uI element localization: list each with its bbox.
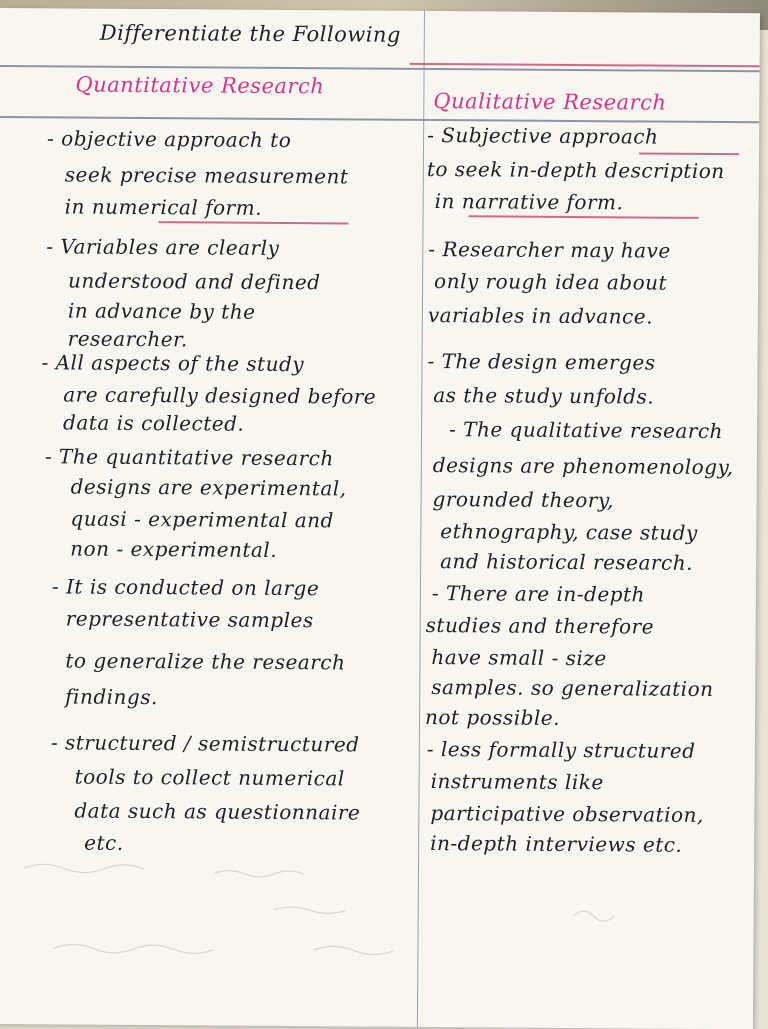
left-line-16: representative samples xyxy=(65,606,314,633)
left-line-8: - All aspects of the study xyxy=(41,350,305,377)
right-line-14: - There are in-depth xyxy=(431,581,646,607)
right-line-13: and historical research. xyxy=(440,549,694,575)
right-line-7: - The design emerges xyxy=(427,348,656,375)
right-line-4: - Researcher may have xyxy=(428,236,671,263)
red-header-line xyxy=(410,63,760,67)
header-qualitative: Qualitative Research xyxy=(433,89,667,115)
right-line-9: - The qualitative research xyxy=(448,417,724,444)
left-line-11: - The quantitative research xyxy=(44,444,334,471)
left-line-22: etc. xyxy=(84,830,124,855)
page-title: Differentiate the Following xyxy=(99,20,402,47)
left-line-20: tools to collect numerical xyxy=(74,764,345,791)
left-line-3: in numerical form. xyxy=(64,194,263,220)
underline-narrative-form xyxy=(469,215,699,218)
right-line-16: have small - size xyxy=(431,645,607,671)
notebook-page xyxy=(0,8,760,1029)
left-line-5: understood and defined xyxy=(68,268,321,295)
right-line-12: ethnography, case study xyxy=(440,519,698,545)
left-line-6: in advance by the xyxy=(67,298,256,324)
right-line-1: - Subjective approach xyxy=(427,122,659,149)
right-line-2: to seek in-depth description xyxy=(426,156,725,184)
right-line-22: in-depth interviews etc. xyxy=(430,831,683,857)
left-line-15: - It is conducted on large xyxy=(51,574,320,601)
right-line-17: samples. so generalization xyxy=(431,675,714,701)
left-line-18: findings. xyxy=(65,684,158,710)
left-line-19: - structured / semistructured xyxy=(50,730,360,757)
right-line-3: in narrative form. xyxy=(434,189,624,215)
left-line-9: are carefully designed before xyxy=(63,382,377,409)
left-line-12: designs are experimental, xyxy=(70,474,347,501)
left-line-1: - objective approach to xyxy=(47,126,292,153)
right-line-11: grounded theory, xyxy=(432,487,614,513)
left-line-14: non - experimental. xyxy=(70,536,278,562)
underline-approach xyxy=(639,152,739,154)
left-line-21: data such as questionnaire xyxy=(74,798,361,825)
right-line-20: instruments like xyxy=(430,769,604,795)
right-line-21: participative observation, xyxy=(430,801,704,827)
right-line-19: - less formally structured xyxy=(426,736,696,763)
right-line-8: as the study unfolds. xyxy=(433,383,655,409)
header-quantitative: Quantitative Research xyxy=(75,72,325,99)
left-line-10: data is collected. xyxy=(63,410,245,436)
right-line-15: studies and therefore xyxy=(425,612,655,639)
right-line-18: not possible. xyxy=(424,704,561,730)
left-line-13: quasi - experimental and xyxy=(70,506,334,533)
right-line-6: variables in advance. xyxy=(427,302,654,329)
ruled-line-header xyxy=(0,116,759,123)
right-line-10: designs are phenomenology, xyxy=(432,453,734,480)
right-line-5: only rough idea about xyxy=(434,269,668,295)
left-line-17: to generalize the research xyxy=(65,648,346,675)
underline-numerical-form xyxy=(159,221,349,224)
bleed-through-marks xyxy=(13,848,734,1003)
left-line-2: seek precise measurement xyxy=(64,162,349,189)
left-line-7: researcher. xyxy=(67,326,188,352)
left-line-4: - Variables are clearly xyxy=(46,234,280,260)
